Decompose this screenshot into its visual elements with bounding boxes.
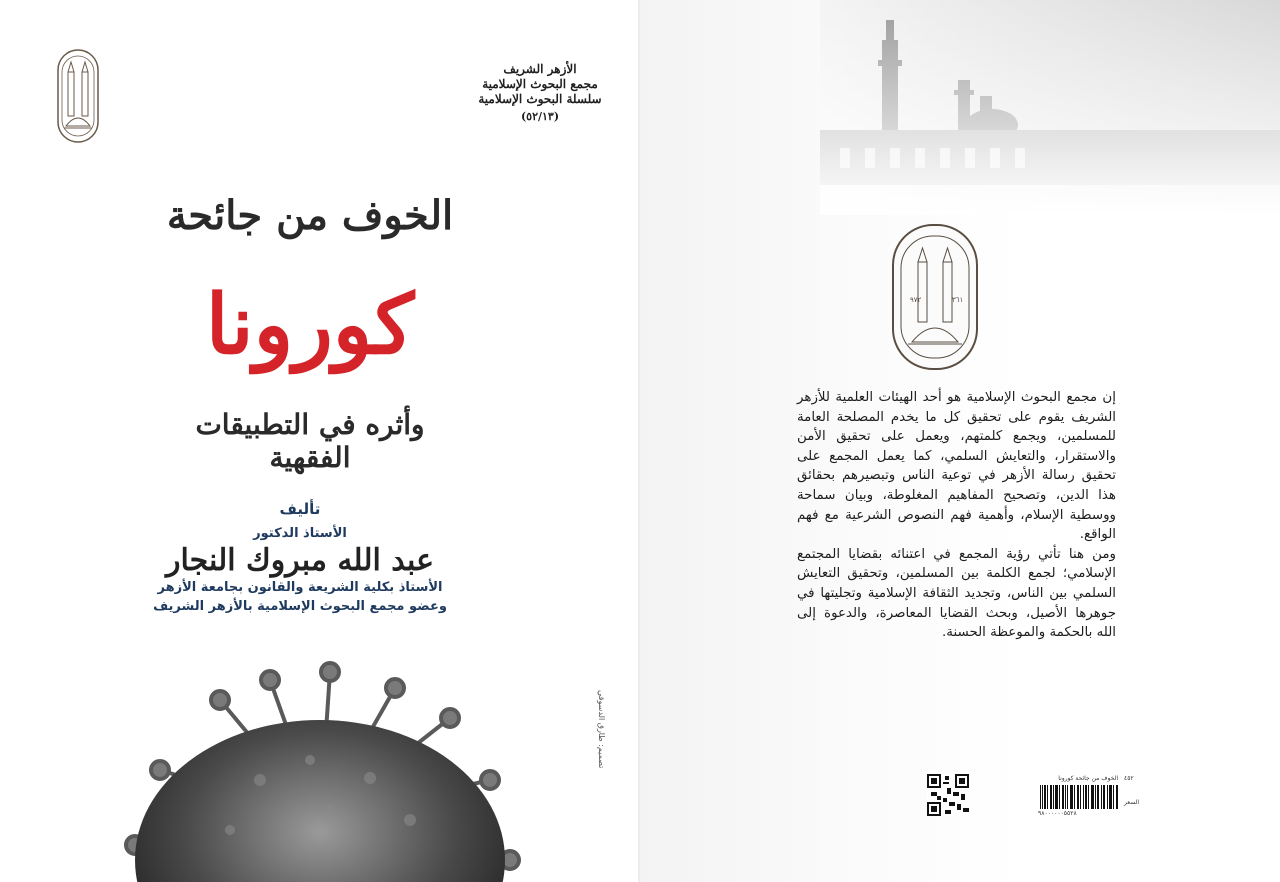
mosque-photo-icon bbox=[820, 0, 1280, 215]
al-azhar-logo-icon bbox=[56, 48, 100, 144]
blurb-paragraph-1: إن مجمع البحوث الإسلامية هو أحد الهيئات العلمية للأزهر الشريف يقوم على تحقيق كل ما يخدم المصلحة العامة للمسلمين، ويجمع كلمتهم، ويعمل على تحقيق الأمن والاستقرار، والتعايش السلمي، كما يعمل المجمع على تحقيق رسالة الأزهر في توعية الناس وتبصيرهم بحقائق هذا الدين، وتصحيح المفاهيم المغلوطة، وبيان سماحة ووسطية الإسلام، وأهمية فهم النصوص الشرعية مع فهم الواقع. bbox=[797, 390, 1116, 543]
svg-text:٩٧٢: ٩٧٢ bbox=[910, 296, 922, 304]
virus-illustration-icon bbox=[110, 660, 530, 882]
barcode-title: الخوف من جائحة كورونا bbox=[1058, 775, 1118, 782]
title-subtitle: وأثره في التطبيقات الفقهية bbox=[195, 408, 425, 474]
back-blurb bbox=[797, 388, 1116, 643]
barcode-icon bbox=[1040, 785, 1118, 809]
barcode-number: ٩٨٠٠٠٠٠٠٥٥٢٨ bbox=[1038, 810, 1077, 817]
author-title: الأستاذ الدكتور bbox=[253, 526, 347, 541]
title-highlight: كورونا bbox=[205, 277, 415, 373]
designer-credit: تصميم: طارق الدسوقي bbox=[597, 690, 606, 769]
author-position-2: وعضو مجمع البحوث الإسلامية بالأزهر الشريف bbox=[153, 599, 447, 614]
barcode-price-caption: السعر bbox=[1124, 799, 1140, 806]
series-line-3: سلسلة البحوث الإسلامية bbox=[478, 92, 602, 106]
academy-seal-icon bbox=[890, 222, 980, 372]
blurb-paragraph-2: ومن هنا تأتي رؤية المجمع في اعتنائه بقضايا المجتمع الإسلامي؛ لجمع الكلمة بين المسلمين، وتحقيق التعايش السلمي بين الناس، وتجديد الثقافة الإسلامية وتجليتها في جوهرها الأصيل، وبحث القضايا المعاصرة، والدعوة إلى الله بالحكمة والموعظة الحسنة. bbox=[797, 546, 1116, 641]
series-block bbox=[470, 62, 610, 124]
series-number: (٥٢/١٣) bbox=[520, 110, 560, 123]
svg-text:٣٦١: ٣٦١ bbox=[952, 296, 964, 304]
back-cover bbox=[640, 0, 1280, 882]
qr-code-icon bbox=[927, 774, 969, 816]
series-line-2: مجمع البحوث الإسلامية bbox=[482, 77, 598, 91]
barcode-price: ٤٥٢ bbox=[1124, 775, 1134, 782]
byline bbox=[150, 500, 450, 616]
byline-label: تأليف bbox=[279, 500, 321, 518]
series-line-1: الأزهر الشريف bbox=[503, 62, 577, 76]
barcode-block bbox=[1038, 775, 1148, 817]
author-position-1: الأستاذ بكلية الشريعة والقانون بجامعة الأزهر bbox=[157, 580, 443, 595]
author-name: عبد الله مبروك النجار bbox=[166, 543, 434, 578]
title-main: الخوف من جائحة bbox=[166, 192, 454, 239]
